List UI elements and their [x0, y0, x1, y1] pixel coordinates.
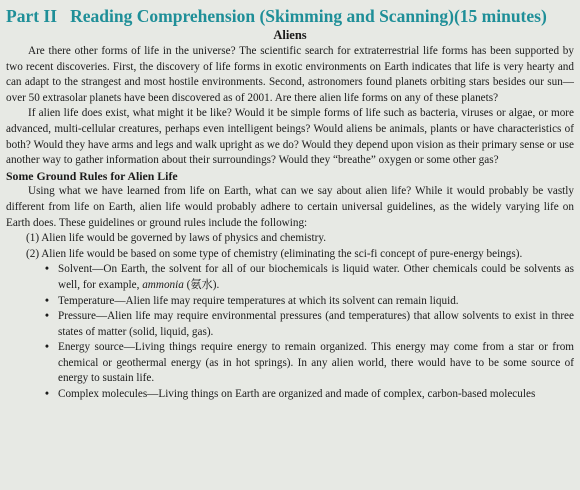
bullet-item-pressure	[42, 309, 574, 340]
bullet-icon: •	[45, 310, 49, 323]
section-intro: Using what we have learned from life on Earth, what can we say about alien life? While it would probably be vastly different from life on Earth, alien life would probably adhere to certain universal guidelines, as the widely varying life on Earth does. These guidelines or ground rules include the following:	[6, 185, 574, 229]
bullet-icon: •	[45, 341, 49, 354]
paragraph-2: If alien life does exist, what might it be like? Would it be simple forms of life such as bacteria, viruses or algae, or more advanced, multi-cellular creatures, perhaps even intelligent beings? Would aliens be animals, plants or have characteristics of both? Would they have arms and legs and walk upright as we do? Would they depend upon vision as their primary sense or use another way to gather information about their surroundings? Would they “breathe” oxygen or some other gas?	[6, 107, 574, 167]
part-heading	[6, 6, 574, 26]
bullet-text: Energy source—Living things require energy to remain organized. This energy may come from a star or from chemical or geothermal energy (as in hot springs). In any alien world, there would have to be some source of energy to sustain life.	[58, 341, 574, 385]
section-heading: Some Ground Rules for Alien Life	[6, 168, 178, 183]
paragraph-1: Are there other forms of life in the universe? The scientific search for extraterrestrial life forms has been supported by two recent discoveries. First, the discovery of life forms in exotic environments on Earth indicates that life is very hearty and can adapt to the strangest and most hostile environments. Second, astronomers found planets orbiting stars besides our sun—over 50 extrasolar planets have been discovered as of 2001. Are there alien life forms on any of these planets?	[6, 45, 574, 104]
part-heading-title: Reading Comprehension (Skimming and Scanning)(15 minutes)	[70, 6, 547, 26]
rule-1: (1) Alien life would be governed by laws of physics and chemistry.	[26, 232, 327, 245]
bullet-item-energy-source	[42, 340, 574, 387]
bullet-item-temperature	[42, 294, 574, 310]
bullet-text-after: (氨水).	[183, 278, 220, 291]
bullet-text: Pressure—Alien life may require environmental pressures (and temperatures) that allow solvents to exist in three states of matter (solid, liquid, gas).	[58, 310, 574, 338]
bullet-icon: •	[45, 294, 49, 307]
bullet-item-solvent	[42, 262, 574, 293]
bullet-italic-term: ammonia	[142, 278, 184, 291]
bullet-item-complex-molecules	[42, 387, 574, 403]
bullet-icon: •	[45, 263, 49, 276]
bullet-text: Solvent—On Earth, the solvent for all of our biochemicals is liquid water. Other chemicals could be solvents as well, for example,	[58, 263, 574, 291]
bullet-text: Temperature—Alien life may require temperatures at which its solvent can remain liquid.	[58, 294, 459, 307]
bullet-icon: •	[45, 388, 49, 401]
chemistry-bullet-list	[6, 262, 574, 402]
article-title: Aliens	[273, 28, 307, 42]
bullet-text: Complex molecules—Living things on Earth are organized and made of complex, carbon-based molecules	[58, 388, 536, 401]
rule-2: (2) Alien life would be based on some type of chemistry (eliminating the sci-fi concept of pure-energy beings).	[26, 247, 523, 260]
part-number: Part II	[6, 6, 58, 26]
